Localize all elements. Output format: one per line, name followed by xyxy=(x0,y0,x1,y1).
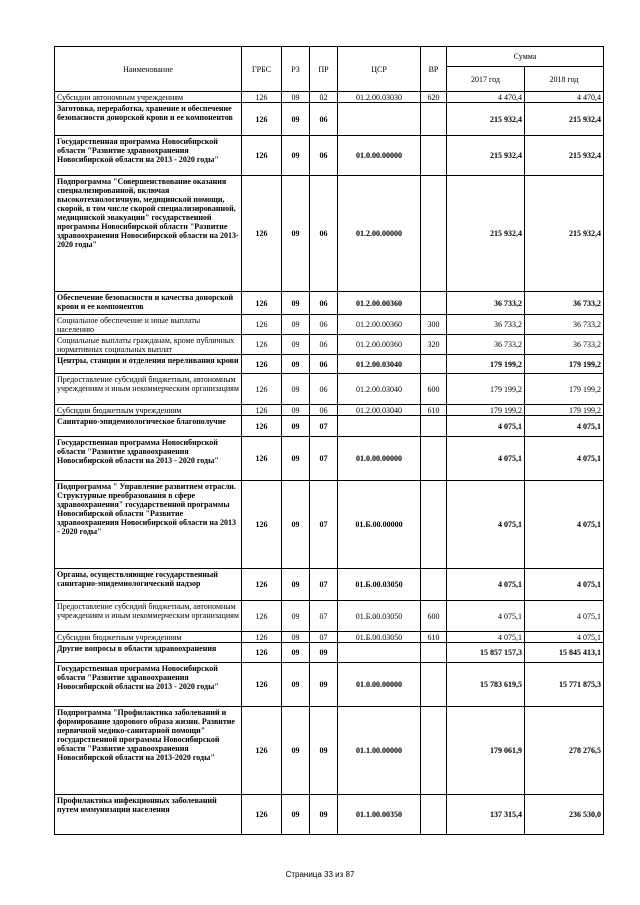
table-row xyxy=(55,643,604,663)
cell-vr xyxy=(421,292,447,315)
cell-csr: 01.Б.00.00000 xyxy=(338,481,421,569)
cell-pr: 07 xyxy=(310,481,338,569)
cell-csr xyxy=(338,416,421,437)
page-footer: Страница 33 из 87 xyxy=(285,870,355,879)
cell-vr xyxy=(421,355,447,374)
cell-name: Профилактика инфекционных заболеваний путем иммунизации населения xyxy=(55,795,242,835)
cell-y2017: 4 075,1 xyxy=(447,481,525,569)
cell-pr: 07 xyxy=(310,437,338,481)
cell-y2017: 179 061,9 xyxy=(447,707,525,795)
cell-y2018: 179 199,2 xyxy=(525,355,604,374)
table-row xyxy=(55,405,604,416)
cell-y2017: 179 199,2 xyxy=(447,355,525,374)
cell-vr: 320 xyxy=(421,335,447,355)
cell-pr: 09 xyxy=(310,663,338,707)
cell-vr xyxy=(421,795,447,835)
cell-pr: 07 xyxy=(310,632,338,643)
cell-y2018: 36 733,2 xyxy=(525,315,604,335)
cell-y2018: 215 932,4 xyxy=(525,136,604,176)
cell-pr: 06 xyxy=(310,103,338,136)
cell-grbs: 126 xyxy=(242,103,282,136)
cell-csr: 01.2.00.00360 xyxy=(338,315,421,335)
cell-grbs: 126 xyxy=(242,601,282,632)
cell-rz: 09 xyxy=(282,601,310,632)
cell-grbs: 126 xyxy=(242,355,282,374)
table-row xyxy=(55,632,604,643)
cell-rz: 09 xyxy=(282,405,310,416)
cell-y2017: 215 932,4 xyxy=(447,103,525,136)
cell-y2018: 215 932,4 xyxy=(525,103,604,136)
cell-name: Органы, осуществляющие государственный санитарно-эпидемиологический надзор xyxy=(55,569,242,601)
cell-rz: 09 xyxy=(282,374,310,405)
cell-pr: 06 xyxy=(310,374,338,405)
cell-csr: 01.2.00.03040 xyxy=(338,374,421,405)
cell-y2017: 179 199,2 xyxy=(447,374,525,405)
cell-pr: 09 xyxy=(310,643,338,663)
cell-csr: 01.2.00.00360 xyxy=(338,292,421,315)
header-name: Наименование xyxy=(55,47,242,92)
cell-y2018: 4 075,1 xyxy=(525,481,604,569)
table-row xyxy=(55,795,604,835)
cell-name: Социальное обеспечение и иные выплаты населению xyxy=(55,315,242,335)
table-row xyxy=(55,103,604,136)
cell-y2017: 36 733,2 xyxy=(447,335,525,355)
cell-grbs: 126 xyxy=(242,795,282,835)
cell-grbs: 126 xyxy=(242,405,282,416)
cell-csr: 01.2.00.00000 xyxy=(338,176,421,292)
cell-y2017: 4 075,1 xyxy=(447,632,525,643)
cell-csr xyxy=(338,103,421,136)
cell-y2018: 15 771 875,3 xyxy=(525,663,604,707)
header-pr: ПР xyxy=(310,47,338,92)
table-row xyxy=(55,569,604,601)
cell-y2017: 36 733,2 xyxy=(447,315,525,335)
cell-y2017: 215 932,4 xyxy=(447,176,525,292)
cell-vr: 620 xyxy=(421,92,447,103)
cell-y2018: 4 075,1 xyxy=(525,601,604,632)
header-rz: РЗ xyxy=(282,47,310,92)
cell-vr: 610 xyxy=(421,632,447,643)
table-row xyxy=(55,315,604,335)
cell-rz: 09 xyxy=(282,416,310,437)
cell-pr: 06 xyxy=(310,315,338,335)
cell-pr: 09 xyxy=(310,795,338,835)
cell-vr: 300 xyxy=(421,315,447,335)
cell-vr xyxy=(421,136,447,176)
cell-csr: 01.0.00.00000 xyxy=(338,437,421,481)
cell-csr: 01.Б.00.03050 xyxy=(338,569,421,601)
cell-vr xyxy=(421,416,447,437)
table-row xyxy=(55,374,604,405)
cell-csr: 01.2.00.03040 xyxy=(338,355,421,374)
table-row xyxy=(55,136,604,176)
header-grbs: ГРБС xyxy=(242,47,282,92)
cell-y2018: 278 276,5 xyxy=(525,707,604,795)
header-year-2017: 2017 год xyxy=(447,67,525,92)
cell-vr xyxy=(421,437,447,481)
cell-grbs: 126 xyxy=(242,292,282,315)
cell-grbs: 126 xyxy=(242,374,282,405)
header-sum: Сумма xyxy=(447,47,604,67)
cell-csr: 01.2.00.03030 xyxy=(338,92,421,103)
cell-csr: 01.1.00.00350 xyxy=(338,795,421,835)
cell-rz: 09 xyxy=(282,437,310,481)
cell-rz: 09 xyxy=(282,315,310,335)
cell-vr xyxy=(421,176,447,292)
cell-rz: 09 xyxy=(282,136,310,176)
cell-csr: 01.Б.00.03050 xyxy=(338,601,421,632)
cell-vr: 610 xyxy=(421,405,447,416)
cell-vr: 600 xyxy=(421,374,447,405)
cell-name: Подпрограмма " Управление развитием отрасли. Структурные преобразования в сфере здравоохранения" государственной программы Новосибирской области "Развитие здравоохранения Новосибирской области на 2013 - 2020 годы" xyxy=(55,481,242,569)
cell-rz: 09 xyxy=(282,103,310,136)
table-row xyxy=(55,707,604,795)
cell-vr: 600 xyxy=(421,601,447,632)
cell-pr: 06 xyxy=(310,176,338,292)
cell-csr: 01.1.00.00000 xyxy=(338,707,421,795)
table-row xyxy=(55,355,604,374)
cell-name: Подпрограмма "Профилактика заболеваний и формирование здорового образа жизни. Развитие первичной медико-санитарной помощи" государственной программы Новосибирской области "Развитие здравоохранения Новосибирской области на 2013-2020 годы" xyxy=(55,707,242,795)
table-row xyxy=(55,601,604,632)
cell-vr xyxy=(421,481,447,569)
cell-rz: 09 xyxy=(282,481,310,569)
cell-y2018: 4 075,1 xyxy=(525,437,604,481)
cell-y2018: 236 530,0 xyxy=(525,795,604,835)
cell-csr xyxy=(338,643,421,663)
table-body xyxy=(55,92,604,835)
cell-name: Заготовка, переработка, хранение и обеспечение безопасности донорской крови и ее компонентов xyxy=(55,103,242,136)
cell-grbs: 126 xyxy=(242,416,282,437)
cell-vr xyxy=(421,569,447,601)
cell-pr: 06 xyxy=(310,136,338,176)
cell-y2018: 215 932,4 xyxy=(525,176,604,292)
cell-y2017: 15 857 157,3 xyxy=(447,643,525,663)
header-csr: ЦСР xyxy=(338,47,421,92)
cell-grbs: 126 xyxy=(242,92,282,103)
cell-name: Субсидии бюджетным учреждениям xyxy=(55,405,242,416)
cell-grbs: 126 xyxy=(242,136,282,176)
cell-name: Предоставление субсидий бюджетным, автономным учреждениям и иным некоммерческим организациям xyxy=(55,374,242,405)
cell-rz: 09 xyxy=(282,663,310,707)
cell-y2017: 36 733,2 xyxy=(447,292,525,315)
cell-y2018: 179 199,2 xyxy=(525,405,604,416)
table-row xyxy=(55,292,604,315)
cell-name: Социальные выплаты гражданам, кроме публичных нормативных социальных выплат xyxy=(55,335,242,355)
cell-grbs: 126 xyxy=(242,707,282,795)
cell-y2018: 4 075,1 xyxy=(525,569,604,601)
table-row xyxy=(55,481,604,569)
cell-pr: 02 xyxy=(310,92,338,103)
cell-y2017: 137 315,4 xyxy=(447,795,525,835)
table-row xyxy=(55,437,604,481)
cell-name: Подпрограмма "Совершенствование оказания специализированной, включая высокотехнологичную, медицинской помощи, скорой, в том числе скорой специализированной, медицинской эвакуации" государственной программы Новосибирской области "Развитие здравоохранения Новосибирской области на 2013-2020 годы" xyxy=(55,176,242,292)
cell-grbs: 126 xyxy=(242,335,282,355)
cell-rz: 09 xyxy=(282,707,310,795)
table-row xyxy=(55,176,604,292)
cell-pr: 06 xyxy=(310,355,338,374)
cell-grbs: 126 xyxy=(242,643,282,663)
cell-name: Субсидии бюджетным учреждениям xyxy=(55,632,242,643)
cell-rz: 09 xyxy=(282,176,310,292)
cell-rz: 09 xyxy=(282,569,310,601)
cell-y2018: 4 470,4 xyxy=(525,92,604,103)
cell-pr: 06 xyxy=(310,292,338,315)
cell-y2018: 4 075,1 xyxy=(525,416,604,437)
cell-y2017: 4 470,4 xyxy=(447,92,525,103)
cell-rz: 09 xyxy=(282,643,310,663)
table-row xyxy=(55,92,604,103)
cell-grbs: 126 xyxy=(242,481,282,569)
cell-grbs: 126 xyxy=(242,569,282,601)
cell-name: Другие вопросы в области здравоохранения xyxy=(55,643,242,663)
cell-csr: 01.Б.00.03050 xyxy=(338,632,421,643)
cell-grbs: 126 xyxy=(242,632,282,643)
cell-name: Государственная программа Новосибирской области "Развитие здравоохранения Новосибирской области на 2013 - 2020 годы" xyxy=(55,437,242,481)
table-row xyxy=(55,335,604,355)
cell-rz: 09 xyxy=(282,355,310,374)
cell-grbs: 126 xyxy=(242,663,282,707)
cell-csr: 01.2.00.03040 xyxy=(338,405,421,416)
cell-name: Предоставление субсидий бюджетным, автономным учреждениям и иным некоммерческим организациям xyxy=(55,601,242,632)
cell-csr: 01.0.00.00000 xyxy=(338,136,421,176)
cell-grbs: 126 xyxy=(242,315,282,335)
cell-pr: 07 xyxy=(310,601,338,632)
cell-pr: 06 xyxy=(310,405,338,416)
cell-name: Государственная программа Новосибирской области "Развитие здравоохранения Новосибирской области на 2013 - 2020 годы" xyxy=(55,663,242,707)
cell-rz: 09 xyxy=(282,92,310,103)
table-row xyxy=(55,663,604,707)
cell-vr xyxy=(421,707,447,795)
cell-y2017: 179 199,2 xyxy=(447,405,525,416)
cell-y2017: 15 783 619,5 xyxy=(447,663,525,707)
budget-table xyxy=(54,46,604,835)
cell-y2018: 36 733,2 xyxy=(525,335,604,355)
cell-y2017: 4 075,1 xyxy=(447,569,525,601)
cell-csr: 01.0.00.00000 xyxy=(338,663,421,707)
cell-rz: 09 xyxy=(282,632,310,643)
cell-grbs: 126 xyxy=(242,437,282,481)
cell-pr: 06 xyxy=(310,335,338,355)
cell-y2018: 36 733,2 xyxy=(525,292,604,315)
cell-rz: 09 xyxy=(282,795,310,835)
cell-y2017: 4 075,1 xyxy=(447,437,525,481)
cell-rz: 09 xyxy=(282,335,310,355)
cell-y2018: 179 199,2 xyxy=(525,374,604,405)
cell-y2018: 4 075,1 xyxy=(525,632,604,643)
cell-name: Обеспечение безопасности и качества донорской крови и ее компонентов xyxy=(55,292,242,315)
cell-vr xyxy=(421,663,447,707)
cell-vr xyxy=(421,103,447,136)
cell-vr xyxy=(421,643,447,663)
header-year-2018: 2018 год xyxy=(525,67,604,92)
cell-y2017: 4 075,1 xyxy=(447,601,525,632)
cell-name: Субсидии автономным учреждениям xyxy=(55,92,242,103)
cell-pr: 07 xyxy=(310,569,338,601)
cell-grbs: 126 xyxy=(242,176,282,292)
cell-name: Санитарно-эпидемиологическое благополучие xyxy=(55,416,242,437)
cell-y2018: 15 845 413,1 xyxy=(525,643,604,663)
cell-name: Государственная программа Новосибирской области "Развитие здравоохранения Новосибирской области на 2013 - 2020 годы" xyxy=(55,136,242,176)
header-vr: ВР xyxy=(421,47,447,92)
cell-y2017: 4 075,1 xyxy=(447,416,525,437)
cell-rz: 09 xyxy=(282,292,310,315)
cell-pr: 07 xyxy=(310,416,338,437)
table-row xyxy=(55,416,604,437)
cell-pr: 09 xyxy=(310,707,338,795)
cell-csr: 01.2.00.00360 xyxy=(338,335,421,355)
cell-name: Центры, станции и отделения переливания крови xyxy=(55,355,242,374)
cell-y2017: 215 932,4 xyxy=(447,136,525,176)
